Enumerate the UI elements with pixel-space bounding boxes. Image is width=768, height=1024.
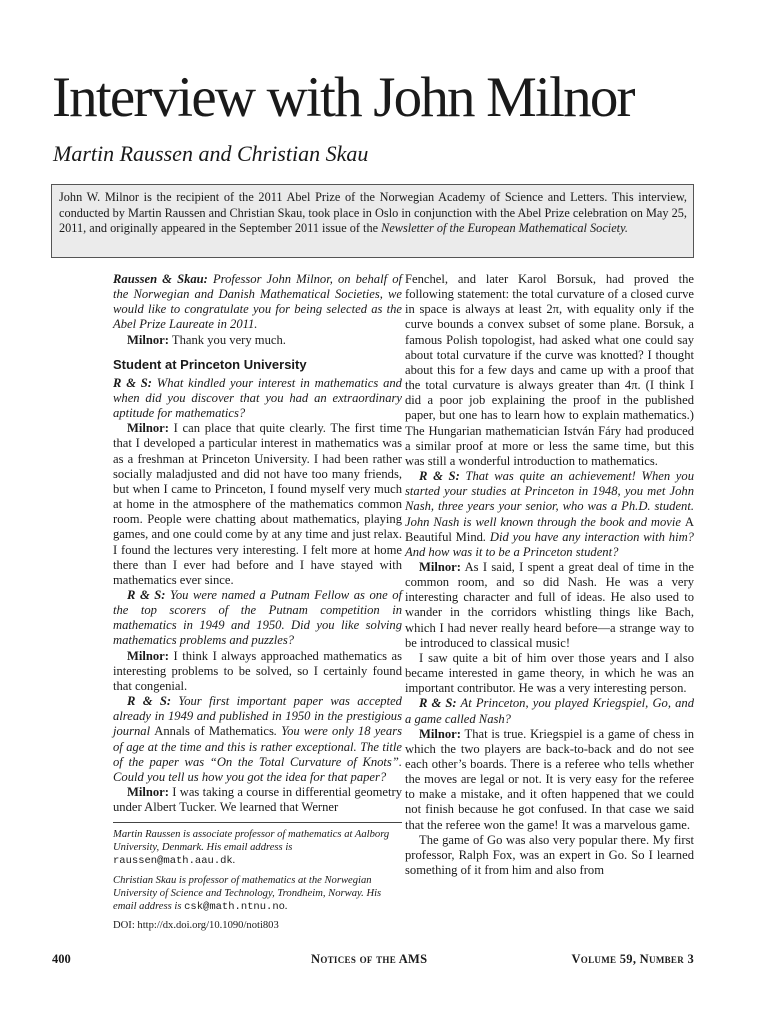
footnote-raussen: Martin Raussen is associate professor of mathematics at Aalborg University, Denmark. His email address is raussen@math.aau.dk. [113,829,390,868]
journal-reference: Annals of Mathematics [154,724,274,739]
interview-question [405,696,694,726]
email-address: csk@math.ntnu.no [184,901,285,914]
interview-answer [113,333,402,348]
article-authors: Martin Raussen and Christian Skau [53,141,369,166]
answer-text: That is true. Kriegspiel is a game of chess in which the two players are back-to-back and do not see each other’s boards. There is a referee who tells whether the moves are legal or not. It is very easy for the referee to make a mistake, and it often happened that we could not finish because he got confused. In that case we said that the referee won the game! It was a marvelous game. [405,726,694,832]
email-address: raussen@math.aau.dk [113,855,233,868]
speaker-label: R & S: [419,696,457,711]
interview-answer [113,785,402,815]
question-text: . Did you have any interaction with him? And how was it to be a Princeton student? [405,529,694,559]
answer-text: I think I always approached mathematics as interesting problems to be solved, so I certainly found that congenial. [113,648,402,693]
answer-text: I saw quite a bit of him over those years and I also became interested in game theory, in which he was an important contributor. He was a very interesting person. [405,650,694,696]
running-footer-journal: Notices of the AMS [311,952,428,966]
answer-text: I was taking a course in differential geometry under Albert Tucker. We learned that Werner [113,785,402,815]
interview-answer [113,649,402,694]
abstract-box [51,184,694,258]
running-footer-volume: Volume 59, Number 3 [571,952,694,966]
author-footnotes [113,822,402,937]
footnote-text: Christian Skau is professor of mathematics at the Norwegian University of Science and Technology, Trondheim, Norway. His email address is [113,874,382,913]
interview-question [113,272,402,333]
speaker-label: Milnor: [127,421,169,436]
answer-continuation [405,272,694,469]
abstract-journal-name: Newsletter of the European Mathematical Society. [381,221,628,236]
footnote-text: Martin Raussen is associate professor of mathematics at Aalborg University, Denmark. His email address is [113,829,390,854]
question-text: . You were only 18 years of age at the time and this is rather exceptional. The title of the paper was “On the Total Curvature of Knots”. Could you tell us how you got the idea for that paper? [113,724,402,784]
interview-answer [113,421,402,588]
speaker-label: Milnor: [127,785,169,799]
question-text: Professor John Milnor, on behalf of the Norwegian and Danish Mathematical Societies, we would like to congratulate you for being selected as the Abel Prize Laureate in 2011. [113,272,402,332]
question-text: That was quite an achievement! When you started your studies at Princeton in 1948, you met John Nash, three years your senior, who was a Ph.D. student. John Nash is well known through the book and movie [405,469,694,529]
abstract-text: John W. Milnor is the recipient of the 2011 Abel Prize of the Norwegian Academy of Science and Letters. This interview, conducted by Martin Raussen and Christian Skau, took place in Oslo in conjunction with the Abel Prize celebration on May 25, 2011, and originally appeared in the September 2011 issue of the [59,190,687,236]
speaker-label: Raussen & Skau: [113,272,208,286]
speaker-label: Milnor: [127,332,169,347]
speaker-label: R & S: [127,694,172,709]
interview-question [113,588,402,649]
section-heading: Student at Princeton University [113,356,307,372]
book-title-reference: A Beautiful Mind [405,514,694,544]
speaker-label: R & S: [113,375,152,390]
answer-text: Thank you very much. [168,332,286,347]
body-column-right [405,272,694,878]
interview-answer [405,560,694,651]
interview-question [405,469,694,560]
article-title: Interview with John Milnor [52,66,634,129]
footnote-skau: Christian Skau is professor of mathematics at the Norwegian University of Science and Technology, Trondheim, Norway. His email address is csk@math.ntnu.no. [113,874,382,914]
speaker-label: Milnor: [419,559,461,574]
speaker-label: R & S: [127,587,166,602]
interview-question [113,376,402,421]
speaker-label: Milnor: [419,726,461,741]
question-text: At Princeton, you played Kriegspiel, Go, and a game called Nash? [405,696,694,726]
question-text: What kindled your interest in mathematics and when did you discover that you had an extraordinary aptitude for mathematics? [113,375,402,421]
question-text: Your first important paper was accepted already in 1949 and published in 1950 in the prestigious journal [113,694,402,739]
answer-text: As I said, I spent a great deal of time in the common room, and so did Nash. He was a very interesting character and full of ideas. He also used to wander in the corridors whistling things like Bach, which I had never really heard before—a strange way to be introduced to classical music! [405,559,694,650]
speaker-label: R & S: [419,469,460,484]
answer-text: I can place that quite clearly. The first time that I developed a particular interest in mathematics was as a freshman at Princeton University. I had been rather socially maladjusted and did not have too many friends, but when I came to Princeton, I found myself very much at home in the atmosphere of the mathematics common room. People were chatting about mathematics, playing games, and one could come by at any time and just relax. I found the lectures very interesting. I felt more at home there than I ever had before and I have stayed with mathematics ever since. [113,421,402,587]
doi-line: DOI: http://dx.doi.org/10.1090/noti803 [113,920,279,932]
answer-paragraph [405,833,694,878]
interview-answer [405,727,694,833]
answer-text: Fenchel, and later Karol Borsuk, had proved the following statement: the total curvature of a closed curve in space is always at least 2π, with equality only if the curve bounds a convex subset of some plane. Borsuk, a famous Polish topologist, had asked what one could say about total curvature if the curve was knotted? I thought about this for a few days and came up with a proof that the total curvature is always greater than 4π. (I think I did a poor job explaining the proof in the published paper, but one has to learn how to explain mathematics.) The Hungarian mathematician István Fáry had produced a similar proof at more or less the same time, but this was still a wonderful introduction to mathematics. [405,272,694,468]
answer-text: The game of Go was also very popular there. My first professor, Ralph Fox, was an expert in Go. So I learned something of it from him and also from [405,832,694,878]
question-text: You were named a Putnam Fellow as one of the top scorers of the Putnam competition in mathematics in 1949 and 1950. Did you like solving mathematics problems and puzzles? [113,587,402,648]
answer-paragraph [405,651,694,696]
body-column-left [113,272,402,815]
page-number: 400 [52,952,71,966]
interview-question [113,694,402,785]
speaker-label: Milnor: [127,648,169,663]
